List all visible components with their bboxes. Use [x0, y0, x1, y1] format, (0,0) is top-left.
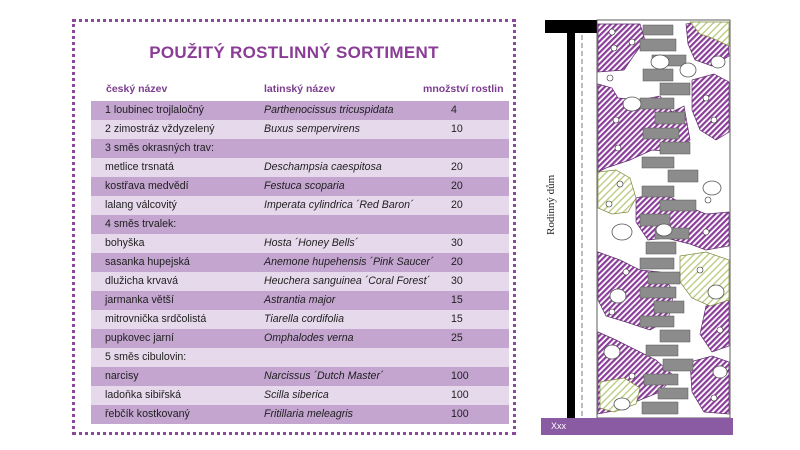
latin-name: Fritillaria meleagris [264, 408, 353, 420]
latin-name: Astrantia major [264, 294, 336, 306]
latin-name: Hosta ´Honey Bells´ [264, 237, 359, 249]
column-header-czech: český název [106, 83, 168, 95]
czech-name: 2 zimostráz vždyzelený [105, 123, 215, 135]
plant-count: 100 [451, 408, 469, 420]
plant-count: 20 [451, 199, 463, 211]
czech-name: mitrovnička srdčolistá [105, 313, 207, 325]
latin-name: Festuca scoparia [264, 180, 345, 192]
plant-count: 25 [451, 332, 463, 344]
czech-name: 1 loubinec trojlaločný [105, 104, 204, 116]
czech-name: kostřava medvědí [105, 180, 189, 192]
footer-label: Xxx [551, 421, 567, 431]
plant-count: 20 [451, 180, 463, 192]
latin-name: Heuchera sanguinea ´Coral Forest´ [264, 275, 431, 287]
czech-name: řebčík kostkovaný [105, 408, 190, 420]
column-header-latin: latinský název [264, 83, 336, 95]
page-title: POUŽITÝ ROSTLINNÝ SORTIMENT [149, 43, 439, 62]
latin-name: Tiarella cordifolia [264, 313, 344, 325]
latin-name: Imperata cylindrica ´Red Baron´ [264, 199, 414, 211]
czech-name: sasanka hupejská [105, 256, 190, 268]
czech-name: metlice trsnatá [105, 161, 174, 173]
column-header-count: množství rostlin [423, 83, 504, 95]
plant-count: 20 [451, 161, 463, 173]
czech-name: ladoňka sibiřská [105, 389, 181, 401]
plant-count: 15 [451, 294, 463, 306]
plant-count: 100 [451, 389, 469, 401]
latin-name: Narcissus ´Dutch Master´ [264, 370, 384, 382]
latin-name: Parthenocissus tricuspidata [264, 104, 394, 116]
czech-name: dlužicha krvavá [105, 275, 179, 287]
czech-name: 5 směs cibulovin: [105, 351, 187, 363]
czech-name: lalang válcovitý [105, 199, 177, 211]
latin-name: Deschampsia caespitosa [264, 161, 382, 173]
czech-name: pupkovec jarní [105, 332, 174, 344]
czech-name: 3 směs okrasných trav: [105, 142, 214, 154]
house-label: Rodinný dům [545, 174, 557, 236]
latin-name: Buxus sempervirens [264, 123, 360, 135]
czech-name: jarmanka větší [105, 294, 174, 306]
plan-footer-bar [541, 418, 733, 435]
plant-count: 10 [451, 123, 463, 135]
czech-name: narcisy [105, 370, 139, 382]
plant-count: 100 [451, 370, 469, 382]
latin-name: Anemone hupehensis ´Pink Saucer´ [264, 256, 434, 268]
latin-name: Omphalodes verna [264, 332, 354, 344]
plant-count: 15 [451, 313, 463, 325]
plant-count: 20 [451, 256, 463, 268]
czech-name: 4 směs trvalek: [105, 218, 177, 230]
czech-name: bohyška [105, 237, 145, 249]
plant-count: 4 [451, 104, 457, 116]
plant-count: 30 [451, 275, 463, 287]
latin-name: Scilla siberica [264, 389, 329, 401]
plant-count: 30 [451, 237, 463, 249]
